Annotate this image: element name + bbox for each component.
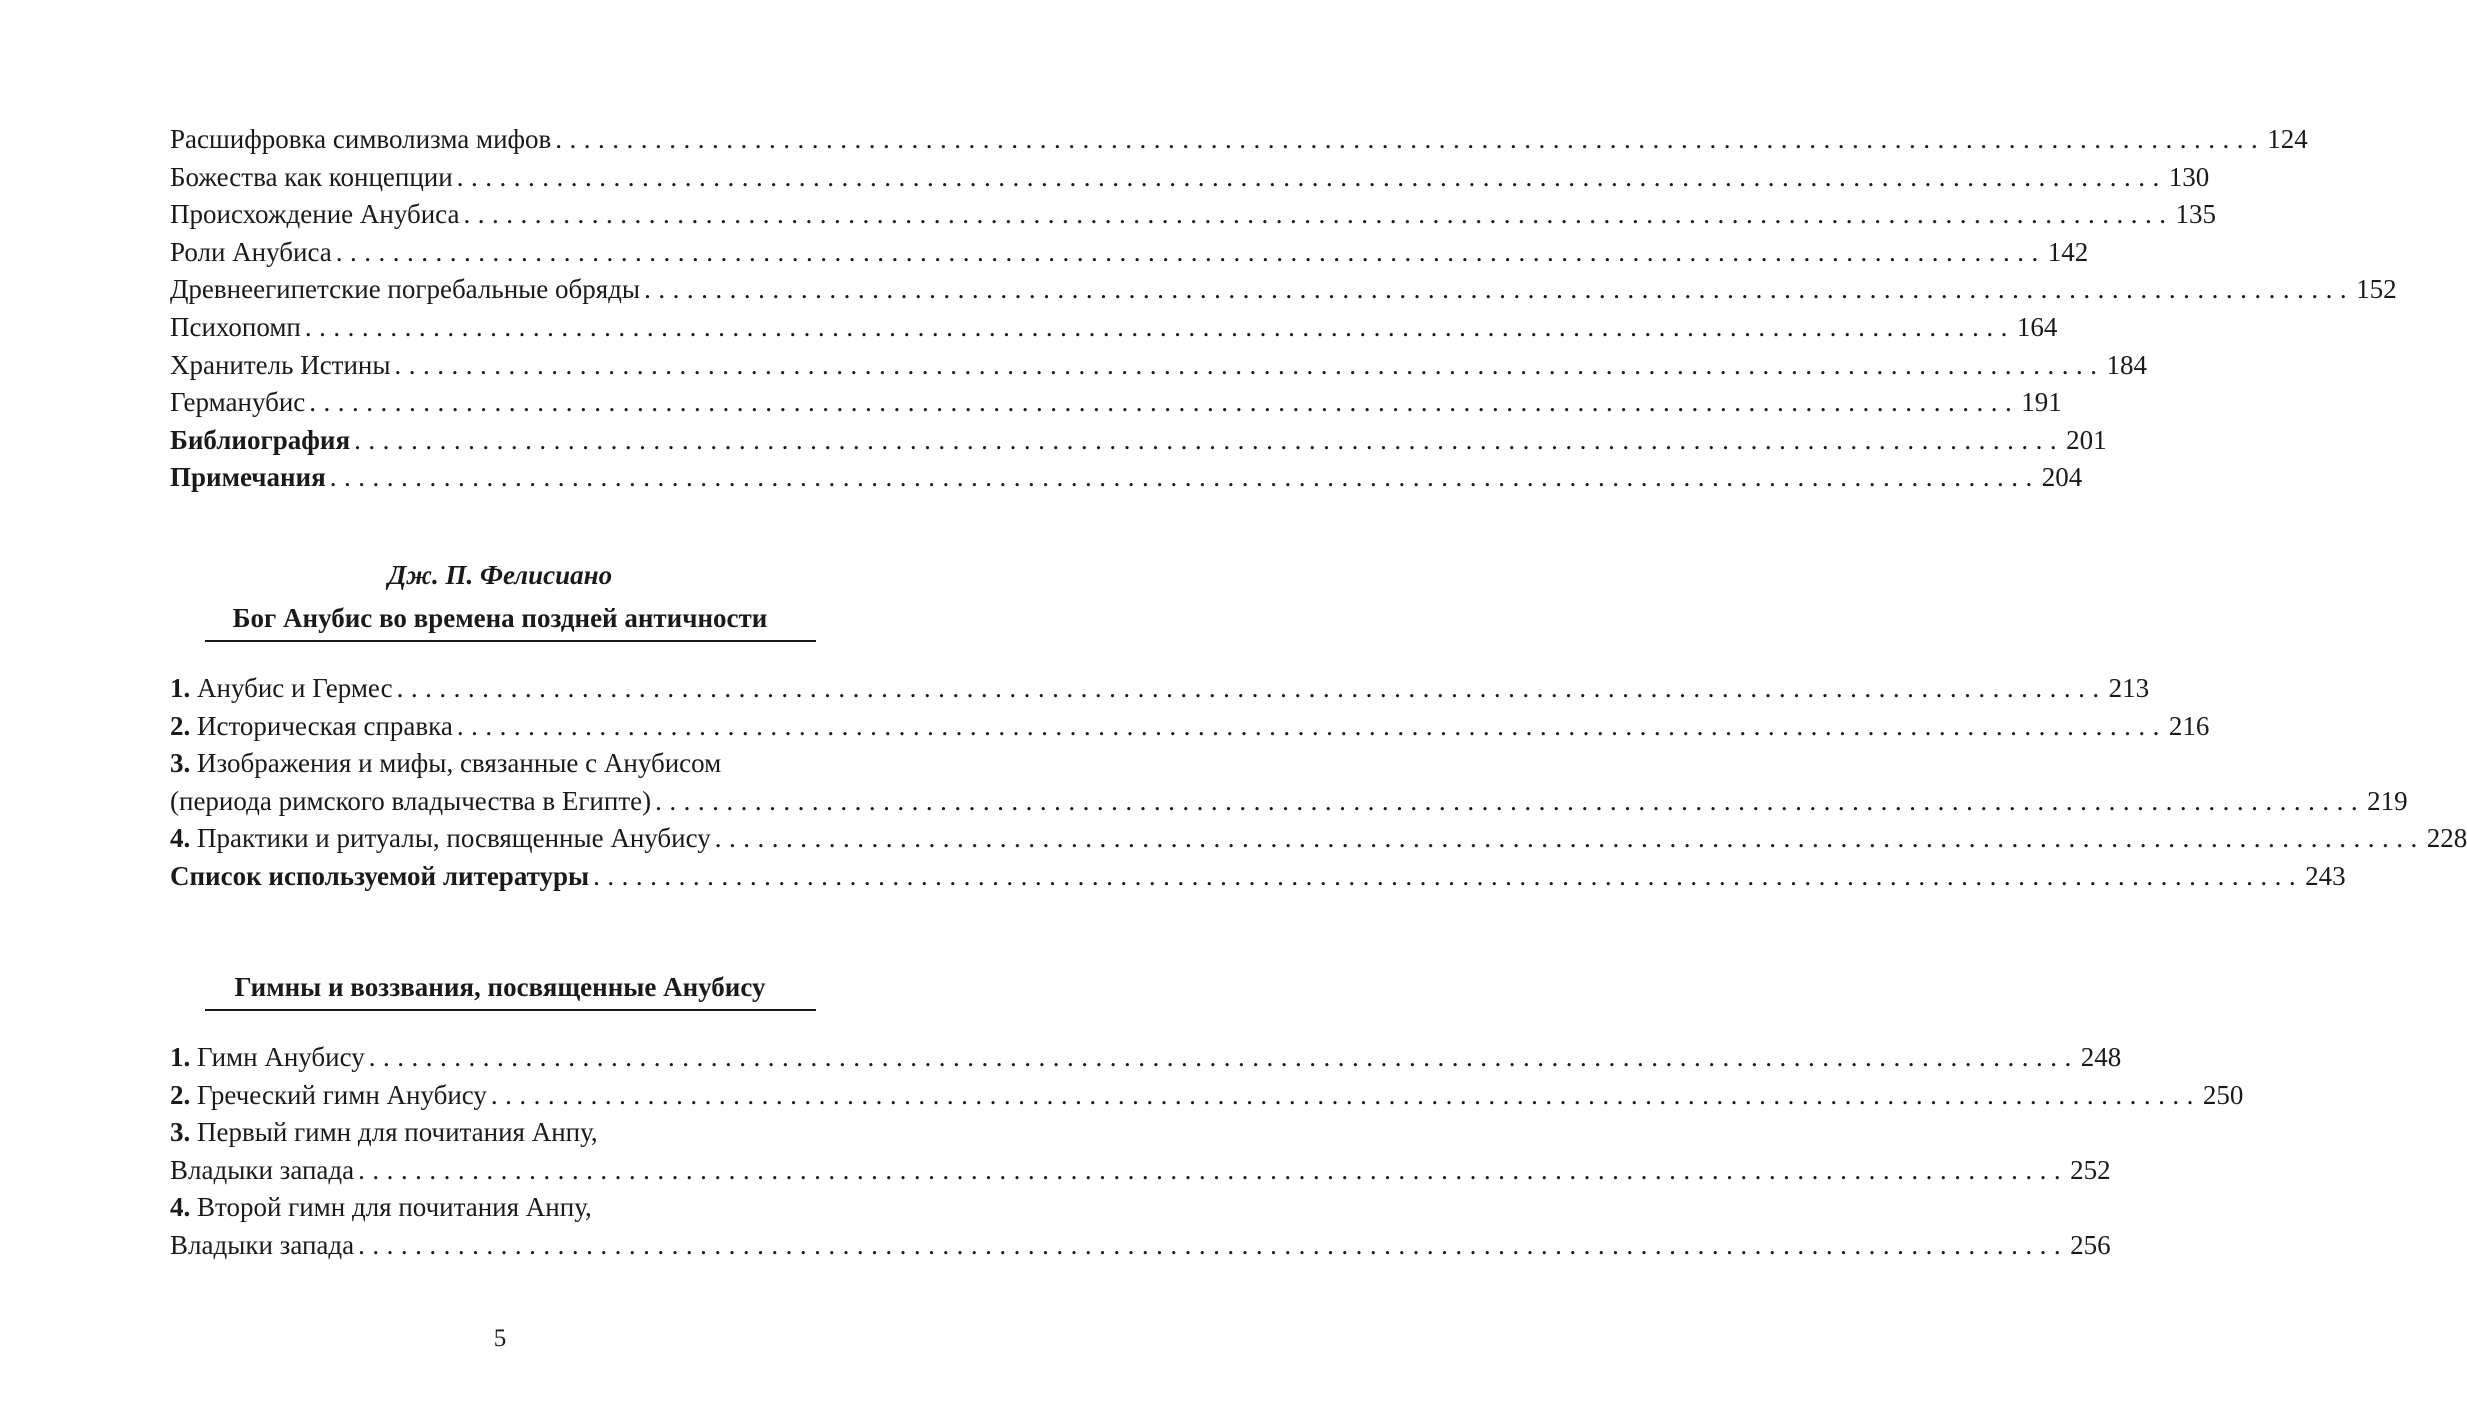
toc-entry[interactable] <box>170 1077 2244 1115</box>
toc-entry-title: Практики и ритуалы, посвященные Анубису <box>197 823 711 854</box>
toc-entry-number: 1. <box>170 1042 191 1072</box>
section-heading-hymns <box>0 969 1000 1006</box>
toc-hymns <box>170 1039 2244 1265</box>
toc-entry-notes[interactable] <box>170 459 2083 497</box>
page-number: 5 <box>493 1325 507 1352</box>
toc-entry[interactable] <box>170 309 2058 347</box>
toc-entry-line2[interactable] <box>170 1227 2111 1265</box>
toc-entry-title: Гимн Анубису <box>197 1042 365 1072</box>
toc-entry-line2[interactable] <box>170 783 2408 821</box>
toc-entry-page: 191 <box>2021 387 2062 418</box>
section-author: Дж. П. Фелисиано <box>387 560 613 590</box>
toc-entry[interactable] <box>170 708 2210 746</box>
toc-entry-page: 243 <box>2305 860 2346 891</box>
toc-entry-title: Германубис <box>170 387 306 418</box>
leader-dots: ........................................................................................................................ <box>358 1229 2069 1260</box>
leader-dots: ........................................................................................................................ <box>456 710 2167 741</box>
heading-underline <box>205 640 816 642</box>
toc-entry[interactable] <box>170 1039 2122 1077</box>
toc-entry-bibliography[interactable] <box>170 422 2107 460</box>
toc-entry[interactable] <box>170 670 2150 708</box>
toc-entry-number: 3. <box>170 1117 191 1148</box>
toc-entry-title: Роли Анубиса <box>170 236 332 267</box>
toc-entry-page: 164 <box>2016 311 2058 342</box>
toc-entry-title: Анубис и Гермес <box>197 673 393 703</box>
toc-entry-title: Изображения и мифы, связанные с Анубисом <box>197 748 722 779</box>
section-heading-felisiano <box>0 600 1000 637</box>
leader-dots: ........................................................................................................................ <box>394 349 2105 380</box>
leader-dots: ........................................................................................................................ <box>714 823 2425 854</box>
toc-entry-page: 213 <box>2108 673 2150 703</box>
toc-felisiano <box>170 670 2467 896</box>
toc-entry[interactable] <box>170 234 2089 272</box>
leader-dots: ........................................................................................................................ <box>644 274 2355 305</box>
toc-entry-number: 1. <box>170 673 191 703</box>
leader-dots: ........................................................................................................................ <box>593 860 2304 891</box>
leader-dots: ........................................................................................................................ <box>309 387 2020 418</box>
toc-entry-title: Первый гимн для почитания Анпу, <box>197 1117 598 1148</box>
toc-entry-title: Происхождение Анубиса <box>170 199 460 230</box>
toc-top <box>170 121 2397 497</box>
toc-entry-page: 204 <box>2041 462 2083 493</box>
toc-entry-number: 3. <box>170 748 191 779</box>
toc-entry-page: 256 <box>2070 1229 2111 1260</box>
toc-entry-title: Хранитель Истины <box>170 349 391 380</box>
toc-entry[interactable] <box>170 121 2308 159</box>
leader-dots: ........................................................................................................................ <box>490 1079 2201 1110</box>
toc-entry[interactable] <box>170 196 2216 234</box>
toc-entry-page: 152 <box>2356 274 2397 305</box>
toc-entry-title: Историческая справка <box>197 710 453 741</box>
toc-entry-line1[interactable] <box>170 1189 850 1227</box>
leader-dots: ........................................................................................................................ <box>368 1042 2079 1072</box>
leader-dots: ........................................................................................................................ <box>555 124 2266 154</box>
toc-entry-number: 4. <box>170 1192 191 1223</box>
toc-entry[interactable] <box>170 384 2062 422</box>
toc-entry-title: Примечания <box>170 462 326 493</box>
toc-entry-title: Древнеегипетские погребальные обряды <box>170 274 641 305</box>
toc-entry-title: Божества как концепции <box>170 161 453 192</box>
toc-entry-title: Психопомп <box>170 311 301 342</box>
toc-entry[interactable] <box>170 347 2148 385</box>
toc-entry-page: 135 <box>2175 199 2216 230</box>
section-heading-text: Бог Анубис во времена поздней античности <box>232 603 768 633</box>
leader-dots: ........................................................................................................................ <box>396 673 2107 703</box>
toc-entry-page: 252 <box>2070 1154 2111 1185</box>
toc-entry-page: 248 <box>2080 1042 2122 1072</box>
toc-entry-number: 2. <box>170 1079 191 1110</box>
toc-entry-page: 130 <box>2168 161 2210 192</box>
toc-entry-page: 124 <box>2267 124 2308 154</box>
leader-dots: ........................................................................................................................ <box>463 199 2174 230</box>
toc-entry-page: 219 <box>2367 785 2408 816</box>
toc-entry-number: 4. <box>170 823 191 854</box>
leader-dots: ........................................................................................................................ <box>655 785 2366 816</box>
toc-entry-line1[interactable] <box>170 745 850 783</box>
toc-entry-title: Греческий гимн Анубису <box>197 1079 487 1110</box>
leader-dots: ........................................................................................................................ <box>354 424 2065 455</box>
toc-entry-literature[interactable] <box>170 858 2346 896</box>
toc-entry[interactable] <box>170 159 2210 197</box>
leader-dots: ........................................................................................................................ <box>329 462 2040 493</box>
toc-entry[interactable] <box>170 820 2467 858</box>
toc-entry-title-continued: Владыки запада <box>170 1154 355 1185</box>
heading-underline <box>205 1009 816 1011</box>
toc-entry-page: 250 <box>2202 1079 2244 1110</box>
toc-entry-title: Расшифровка символизма мифов <box>170 124 552 154</box>
leader-dots: ........................................................................................................................ <box>335 236 2046 267</box>
toc-entry-title: Второй гимн для почитания Анпу, <box>197 1192 592 1223</box>
toc-entry-page: 142 <box>2047 236 2089 267</box>
toc-entry-page: 184 <box>2106 349 2148 380</box>
toc-entry-title: Список используемой литературы <box>170 860 590 891</box>
toc-entry-line1[interactable] <box>170 1114 850 1152</box>
toc-entry-line2[interactable] <box>170 1152 2111 1190</box>
toc-entry[interactable] <box>170 271 2397 309</box>
section-heading-text: Гимны и воззвания, посвященные Анубису <box>234 972 766 1002</box>
toc-entry-title-continued: Владыки запада <box>170 1229 355 1260</box>
toc-entry-page: 216 <box>2168 710 2210 741</box>
toc-entry-title-continued: (периода римского владычества в Египте) <box>170 785 652 816</box>
leader-dots: ........................................................................................................................ <box>304 311 2015 342</box>
leader-dots: ........................................................................................................................ <box>358 1154 2069 1185</box>
toc-entry-number: 2. <box>170 710 191 741</box>
toc-entry-page: 201 <box>2066 424 2107 455</box>
leader-dots: ........................................................................................................................ <box>456 161 2167 192</box>
toc-entry-title: Библиография <box>170 424 351 455</box>
toc-entry-page: 228 <box>2426 823 2467 854</box>
